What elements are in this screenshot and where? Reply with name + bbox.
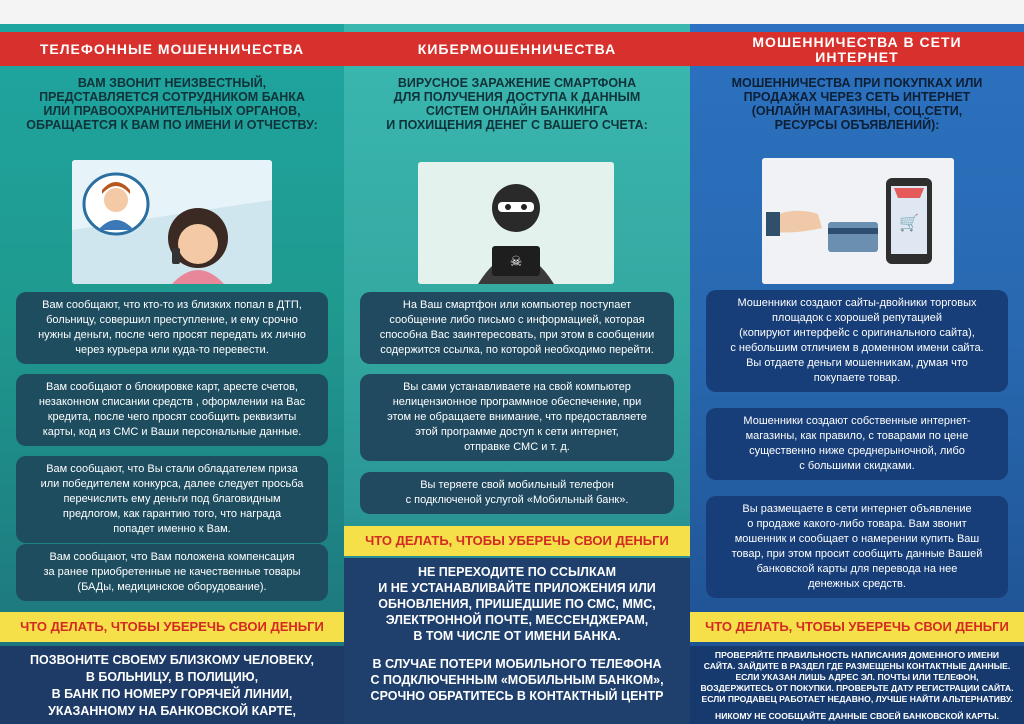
card-line: (копируют интерфейс с оригинального сайта), [739,327,975,339]
ribbon-title [690,32,1024,66]
advice-line: ЕСЛИ ПРОДАВЕЦ РАБОТАЕТ НЕДАВНО, ЛУЧШЕ НАЙТИ АЛЬТЕРНАТИВУ. [701,694,1013,704]
card-line: отправке СМС и т. д. [464,441,570,453]
column-cyber-fraud [344,24,690,724]
top-margin [0,0,1024,24]
card-line: сообщение либо письмо с информацией, которая [389,314,645,326]
card-line: магазины, как правило, с товарами по цене [745,430,969,442]
advice-line: ЕСЛИ УКАЗАН ЛИШЬ АДРЕС ЭЛ. ПОЧТЫ ИЛИ ТЕЛЕФОН, [735,672,979,682]
card-line: этой программе доступ к сети интернет, [415,426,619,438]
card-line: с большими скидками. [799,460,915,472]
section-heading [700,76,1014,132]
card-line: мошенник и сообщает о намерении купить Ваш [734,533,980,545]
card-line: незаконном списании средств , оформлении на Вас [38,396,306,408]
ribbon-title: ТЕЛЕФОННЫЕ МОШЕННИЧЕСТВА [0,32,344,66]
heading-line: ПРЕДСТАВЛЯЕТСЯ СОТРУДНИКОМ БАНКА [39,90,305,104]
scenario-card [16,374,328,446]
heading-line: ОБРАЩАЕТСЯ К ВАМ ПО ИМЕНИ И ОТЧЕСТВУ: [26,118,318,132]
card-line: Вы сами устанавливаете на свой компьютер [403,381,631,393]
section-heading [10,76,334,132]
online-shopping-illustration [762,158,954,284]
heading-line: МОШЕННИЧЕСТВА ПРИ ПОКУПКАХ ИЛИ [731,76,983,90]
svg-text:☠: ☠ [509,253,523,269]
advice-block [0,646,344,724]
card-line: этом не обращаете внимание, что предоставляете [387,411,647,423]
scenario-card [706,496,1008,598]
card-line: нелицензионное программное обеспечение, при [392,396,642,408]
scenario-card [360,292,674,364]
card-line: (БАДы, медицинское оборудование). [77,581,267,593]
what-to-do-bar: ЧТО ДЕЛАТЬ, ЧТОБЫ УБЕРЕЧЬ СВОИ ДЕНЬГИ [344,526,690,556]
advice-line: В БОЛЬНИЦУ, В ПОЛИЦИЮ, [85,670,259,684]
advice-line: УКАЗАННОМУ НА БАНКОВСКОЙ КАРТЕ, [48,704,296,718]
card-line: Вы отдаете деньги мошенникам, думая что [746,357,968,369]
svg-text:🛒: 🛒 [899,215,919,232]
scenario-card [16,292,328,364]
card-line: содержится ссылка, по которой необходимо перейти. [380,344,654,356]
card-line: с небольшим отличием в доменном имени сайта. [730,342,984,354]
phone-call-illustration [72,160,272,284]
advice-line: В БАНК ПО НОМЕРУ ГОРЯЧЕЙ ЛИНИИ, [51,687,293,701]
card-line: нужны деньги, после чего просят передать их лично [38,329,306,341]
heading-line: ВАМ ЗВОНИТ НЕИЗВЕСТНЫЙ, [77,76,267,90]
card-line: о продаже какого-либо товара. Вам звонит [747,518,967,530]
advice-block [690,646,1024,724]
advice-line: ЭЛЕКТРОННОЙ ПОЧТЕ, МЕССЕНДЖЕРАМ, [385,613,649,627]
scenario-card [360,374,674,461]
heading-line: ДЛЯ ПОЛУЧЕНИЯ ДОСТУПА К ДАННЫМ [393,90,641,104]
what-to-do-bar: ЧТО ДЕЛАТЬ, ЧТОБЫ УБЕРЕЧЬ СВОИ ДЕНЬГИ [0,612,344,642]
card-line: существенно ниже среднерыночной, либо [749,445,965,457]
heading-line: ИЛИ ПРАВООХРАНИТЕЛЬНЫХ ОРГАНОВ, [43,104,301,118]
advice-line: САЙТА. ЗАЙДИТЕ В РАЗДЕЛ ГДЕ РАЗМЕЩЕНЫ КОНТАКТНЫЕ ДАННЫЕ. [703,661,1011,671]
card-line: Мошенники создают собственные интернет- [743,415,971,427]
advice-line: ПОЗВОНИТЕ СВОЕМУ БЛИЗКОМУ ЧЕЛОВЕКУ, [30,653,314,667]
card-line: Вам сообщают, что кто-то из близких попал в ДТП, [42,299,302,311]
card-line: денежных средств. [808,578,906,590]
advice-line: ВОЗДЕРЖИТЕСЬ ОТ ПОКУПКИ. ПРОВЕРЬТЕ ДАТУ РЕГИСТРАЦИИ САЙТА. [700,683,1014,693]
ribbon-line: МОШЕННИЧЕСТВА В СЕТИ [752,34,962,50]
card-line: способна Вас заинтересовать, при этом в сообщении [379,329,655,341]
what-to-do-bar: ЧТО ДЕЛАТЬ, ЧТОБЫ УБЕРЕЧЬ СВОИ ДЕНЬГИ [690,612,1024,642]
card-line: кредита, после чего просят сообщить реквизиты [47,411,297,423]
card-line: за ранее приобретенные не качественные товары [43,566,301,578]
card-line: Вы размещаете в сети интернет объявление [742,503,972,515]
column-internet-fraud [690,24,1024,724]
card-line: Вы теряете свой мобильный телефон [420,479,614,491]
advice-line: ОБНОВЛЕНИЯ, ПРИШЕДШИЕ ПО СМС, ММС, [378,597,656,611]
column-phone-fraud [0,24,344,724]
heading-line: (ОНЛАЙН МАГАЗИНЫ, СОЦ.СЕТИ, [751,104,963,118]
card-line: карты, код из СМС и Ваши персональные данные. [42,426,302,438]
scenario-card [706,290,1008,392]
advice-line: И НЕ УСТАНАВЛИВАЙТЕ ПРИЛОЖЕНИЯ ИЛИ [378,581,656,595]
card-line: Мошенники создают сайты-двойники торговых [737,297,977,309]
scenario-card [16,544,328,601]
card-line: площадок с хорошей репутацией [771,312,943,324]
scenario-card [706,408,1008,480]
card-line: Вам сообщают о блокировке карт, аресте счетов, [45,381,298,393]
advice-line: С ПОДКЛЮЧЕННЫМ «МОБИЛЬНЫМ БАНКОМ», [370,673,664,687]
card-line: товар, при этом просит сообщить данные Вашей [731,548,983,560]
heading-line: РЕСУРСЫ ОБЪЯВЛЕНИЙ): [774,118,940,132]
heading-line: ПРОДАЖАХ ЧЕРЕЗ СЕТЬ ИНТЕРНЕТ [743,90,971,104]
heading-line: ВИРУСНОЕ ЗАРАЖЕНИЕ СМАРТФОНА [397,76,637,90]
card-line: или победителем конкурса, далее следует просьба [40,478,304,490]
card-line: с подключеной услугой «Мобильный банк». [405,494,629,506]
card-line: банковской карты для перевода на нее [756,563,958,575]
ribbon-title: КИБЕРМОШЕННИЧЕСТВА [344,32,690,66]
scenario-card [16,456,328,543]
card-line: Вам сообщают, что Вы стали обладателем приза [46,463,298,475]
card-line: перечислить ему деньги под благовидным [63,493,281,505]
card-line: попадет именно к Вам. [113,523,231,535]
advice-line: НИКОМУ НЕ СООБЩАЙТЕ ДАННЫЕ СВОЕЙ БАНКОВСКОЙ КАРТЫ. [715,711,999,721]
card-line: больницу, совершил преступление, и ему срочно [46,314,298,326]
card-line: Вам сообщают, что Вам положена компенсация [49,551,295,563]
advice-line: ПРОВЕРЯЙТЕ ПРАВИЛЬНОСТЬ НАПИСАНИЯ ДОМЕННОГО ИМЕНИ [714,650,1000,660]
card-line: покупаете товар. [813,372,901,384]
advice-line: В СЛУЧАЕ ПОТЕРИ МОБИЛЬНОГО ТЕЛЕФОНА [372,657,662,671]
section-heading [354,76,680,132]
scenario-card [360,472,674,514]
card-line: На Ваш смартфон или компьютер поступает [402,299,632,311]
card-line: через курьера или куда-то перевести. [75,344,269,356]
advice-block [344,558,690,724]
heading-line: СИСТЕМ ОНЛАЙН БАНКИНГА [425,104,609,118]
advice-line: НЕ ПЕРЕХОДИТЕ ПО ССЫЛКАМ [417,565,617,579]
ribbon-line: ИНТЕРНЕТ [815,49,899,65]
card-line: предлогом, как гарантию того, что награда [62,508,282,520]
advice-line: В ТОМ ЧИСЛЕ ОТ ИМЕНИ БАНКА. [413,629,621,643]
advice-line: СРОЧНО ОБРАТИТЕСЬ В КОНТАКТНЫЙ ЦЕНТР [370,689,664,703]
hacker-illustration [418,162,614,284]
heading-line: И ПОХИЩЕНИЯ ДЕНЕГ С ВАШЕГО СЧЕТА: [386,118,648,132]
